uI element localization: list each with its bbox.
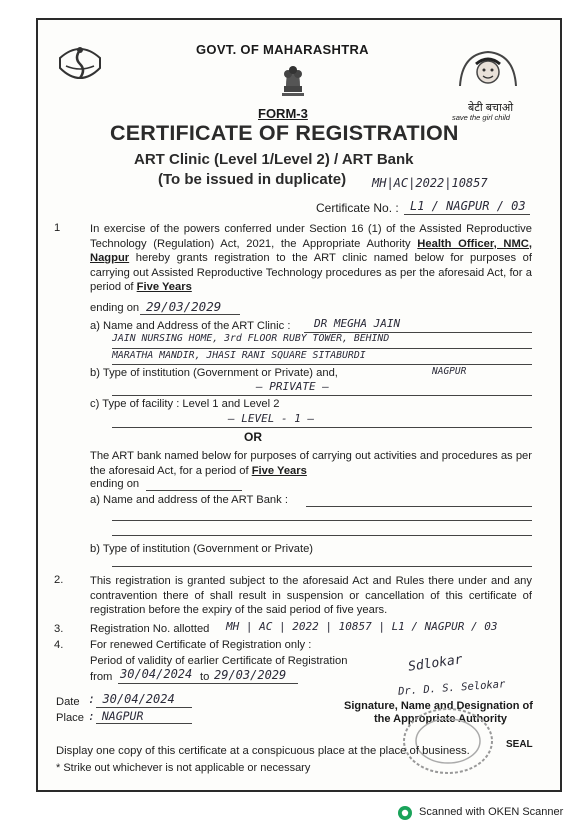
clinic-city: NAGPUR (432, 366, 467, 377)
place-line (96, 723, 192, 724)
certificate-no-line (404, 214, 530, 215)
registration-allotted-value: MH | AC | 2022 | 10857 | L1 / NAGPUR / 03 (226, 620, 498, 633)
scanner-watermark-text: Scanned with OKEN Scanner (419, 806, 564, 818)
bank-ending-label: ending on (90, 478, 140, 490)
item1-text-a: In exercise of the powers conferred under Section 16 (1) of the Assisted Reproductive Technology (Regulation) Act, 2021, the Appropriate Authority (90, 223, 532, 250)
clinic-name-value: DR MEGHA JAIN (314, 317, 401, 330)
facility-line (112, 427, 532, 428)
certificate-no-value: L1 / NAGPUR / 03 (410, 199, 526, 213)
date-value: : 30/04/2024 (88, 692, 175, 706)
maharashtra-emblem-icon (54, 38, 106, 90)
issued-note: (To be issued in duplicate) (158, 171, 347, 188)
bank-name-line (306, 506, 532, 507)
item4-label: For renewed Certificate of Registration only : (90, 639, 312, 651)
item1-text-b: hereby grants registration to the ART clinic named below for purposes of carrying out Assisted Reproductive Technology procedures as per the aforesaid Act, for a period of (90, 252, 532, 294)
date-line (96, 707, 192, 708)
validity-to-label: to (200, 671, 210, 683)
footer-display-note: Display one copy of this certificate at a conspicuous place at the place of business. (56, 745, 470, 757)
logo-caption-hindi: बेटी बचाओ (468, 102, 514, 114)
bank-ending-line (146, 490, 242, 491)
scanner-logo-icon (397, 805, 413, 821)
bank-name-label: a) Name and address of the ART Bank : (90, 494, 288, 506)
seal-label: SEAL (506, 739, 533, 750)
validity-line (118, 683, 298, 684)
ending-on-label: ending on (90, 302, 140, 314)
validity-from-date: 30/04/2024 (120, 667, 193, 681)
date-label: Date (56, 696, 80, 708)
item2-paragraph: This registration is granted subject to the aforesaid Act and Rules there under and any contravention there of shall result in suspension or cancellation of this certificate of registration before the expiry of the said period of five years. (90, 575, 532, 617)
institution-line (112, 395, 532, 396)
bank-address-line1 (112, 520, 532, 521)
place-label: Place (56, 712, 84, 724)
validity-from-label: from (90, 671, 113, 683)
signature-caption-2: the Appropriate Authority (374, 713, 508, 725)
national-emblem-icon (276, 60, 310, 104)
item1-paragraph (90, 222, 532, 295)
signatory-name: Dr. D. S. Selokar (397, 678, 506, 698)
institution-value: — PRIVATE — (256, 380, 329, 393)
page-title: CERTIFICATE OF REGISTRATION (110, 121, 459, 145)
bank-address-line2 (112, 535, 532, 536)
clinic-address-line1: JAIN NURSING HOME, 3rd FLOOR RUBY TOWER, BEHIND (112, 333, 390, 344)
ending-on-date: 29/03/2029 (146, 299, 222, 314)
address-line-2 (112, 364, 532, 365)
subtitle: ART Clinic (Level 1/Level 2) / ART Bank (134, 151, 414, 168)
footer-strike-note: * Strike out whichever is not applicable or necessary (56, 762, 311, 774)
bank-five-years: Five Years (251, 464, 307, 477)
item3-number: 3. (54, 623, 64, 635)
clinic-address-line2: MARATHA MANDIR, JHASI RANI SQUARE SITABURDI (112, 350, 366, 361)
five-years: Five Years (136, 281, 192, 294)
item3-label: Registration No. allotted (90, 623, 210, 635)
signature-scribble: Sdlokar (407, 652, 464, 675)
bank-institution-line (112, 566, 532, 567)
or-divider: OR (244, 430, 262, 444)
item1-authority: Health Officer, NMC, Nagpur (90, 237, 532, 265)
institution-label: b) Type of institution (Government or Private) and, (90, 367, 338, 379)
ending-on-line (140, 314, 240, 315)
logo-caption-english: save the girl child (452, 113, 510, 122)
validity-to-date: 29/03/2029 (214, 668, 287, 682)
item4-number: 4. (54, 639, 64, 651)
bank-text: The ART bank named below for purposes of carrying out activities and procedures as per the aforesaid Act, for a period of (90, 450, 532, 477)
item1-number: 1 (54, 222, 61, 234)
address-line-1 (112, 348, 532, 349)
item2-number: 2. (54, 574, 64, 586)
bank-institution-label: b) Type of institution (Government or Private) (90, 543, 314, 555)
facility-value: — LEVEL - 1 — (228, 412, 315, 425)
signature-caption-1: Signature, Name and Designation of (344, 700, 533, 712)
beti-bachao-logo-icon (452, 46, 524, 102)
clinic-name-label: a) Name and Address of the ART Clinic : (90, 320, 291, 332)
facility-label: c) Type of facility : Level 1 and Level 2 (90, 398, 280, 410)
bank-paragraph (90, 449, 532, 478)
place-value: : NAGPUR (88, 709, 144, 723)
official-seal-stamp-icon (398, 706, 498, 776)
govt-heading: GOVT. OF MAHARASHTRA (196, 42, 369, 57)
validity-period-label: Period of validity of earlier Certificate of Registration (90, 655, 348, 667)
form-number: FORM-3 (258, 106, 308, 121)
certificate-no-label: Certificate No. : (316, 201, 399, 215)
handwritten-reg-number: MH|AC|2022|10857 (372, 176, 488, 190)
